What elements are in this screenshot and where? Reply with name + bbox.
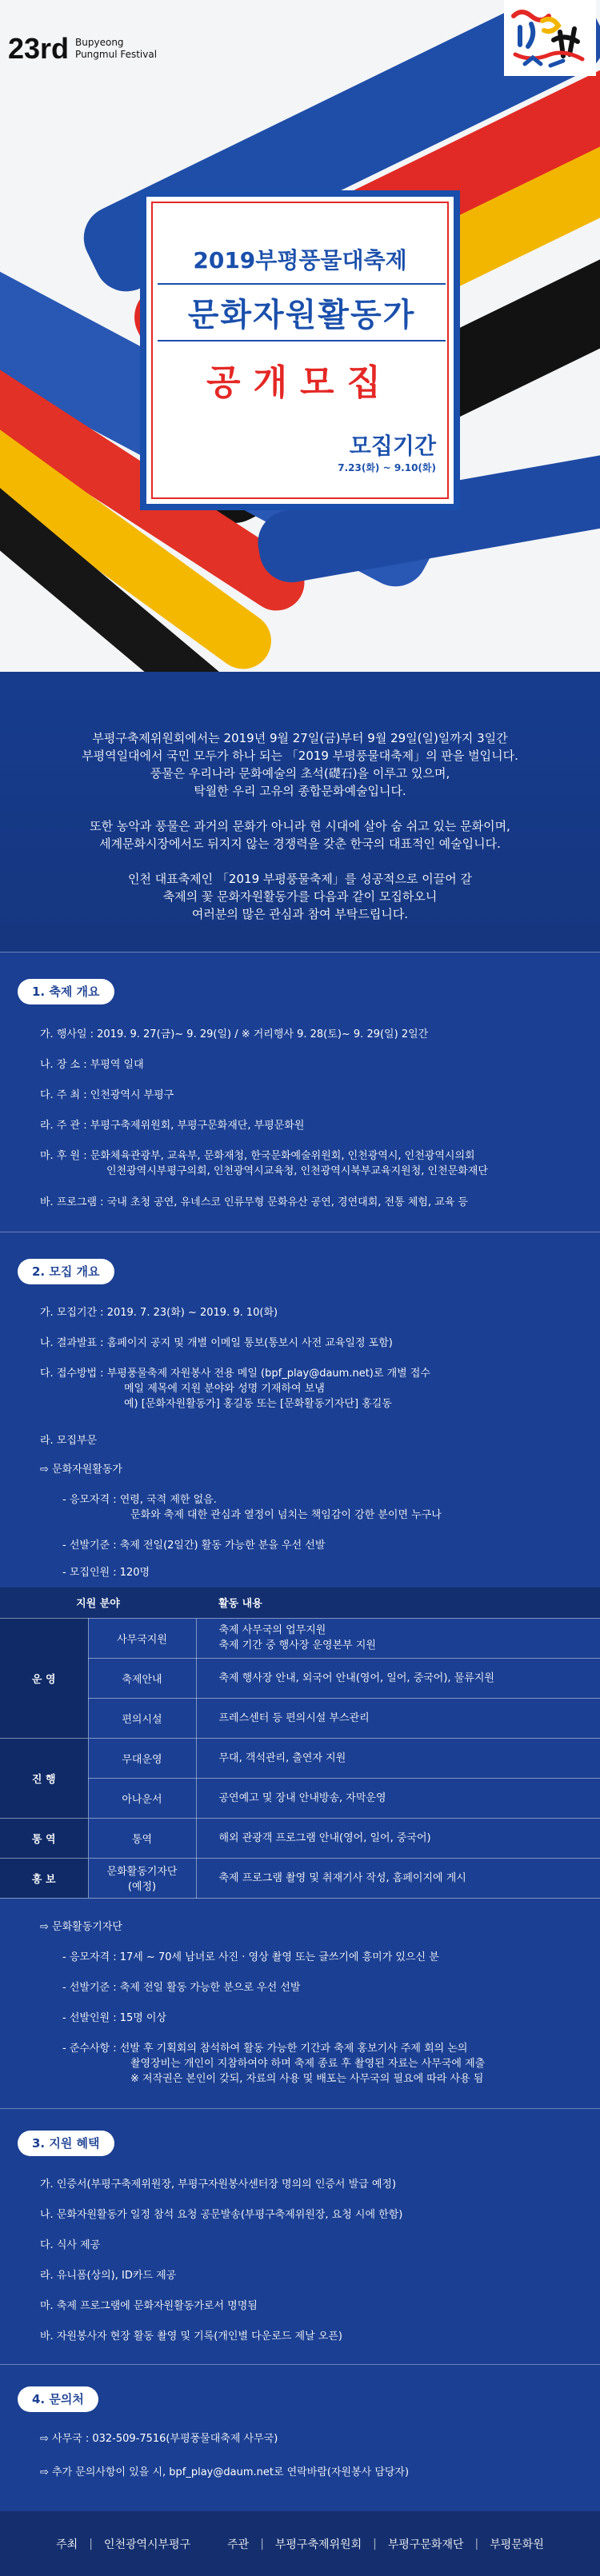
recruit-announcement: 나. 결과발표 : 홈페이지 공지 및 개별 이메일 통보(통보시 사전 교육일정 포함): [40, 1337, 393, 1349]
category-reporters: ⇨ 문화활동기자단: [40, 1921, 122, 1933]
header-field: 지원 분야: [0, 1588, 196, 1618]
role-desc: 무대, 객석관리, 출연자 지원: [196, 1738, 600, 1778]
organizer-3: 부평문화원: [490, 2538, 544, 2551]
benefit-official-letter: 나. 문화자원활동가 일정 참석 요청 공문발송(부평구축제위원장, 요청 시에 한함): [40, 2209, 403, 2221]
divider: [0, 2364, 600, 2365]
table-header: [0, 1588, 600, 1618]
festival-name-line2: Pungmul Festival: [75, 49, 158, 60]
event-title: 2019부평풍물대축제: [193, 247, 407, 274]
overview-program: 바. 프로그램 : 국내 초청 공연, 유네스코 인류무형 문화유산 공연, 경연대회, 전통 체험, 교육 등: [40, 1196, 468, 1208]
role-desc: 프레스센터 등 편의시설 부스관리: [196, 1698, 600, 1738]
reporters-rules-note: ※ 저작권은 본인이 갖되, 자료의 사용 및 배포는 사무국의 필요에 따라 사용 됨: [130, 2073, 484, 2085]
recruit-method: 다. 접수방법 : 부평풍물축제 자원봉사 전용 메일 (bpf_play@daum.net)로 개별 접수: [40, 1368, 430, 1380]
volunteer-qualification: - 응모자격 : 연령, 국적 제한 없음.: [62, 1494, 217, 1506]
organizer-label: 주관: [227, 2538, 250, 2551]
overview-sponsor: 마. 후 원 : 문화체육관광부, 교육부, 문화재청, 한국문화예술위원회, 인천광역시, 인천광역시의회: [40, 1150, 475, 1162]
overview-organizer: 라. 주 관 : 부평구축제위원회, 부평구문화재단, 부평문화원: [40, 1120, 305, 1132]
divider: [0, 952, 600, 953]
category-interpretation: 통 역: [0, 1818, 88, 1858]
role-name: 무대운영: [88, 1738, 196, 1778]
benefit-certificate: 가. 인증서(부평구축제위원장, 부평구자원봉사센터장 명의의 인증서 발급 예정): [40, 2179, 397, 2191]
role-name: 편의시설: [88, 1698, 196, 1738]
recruit-method-cont: 메일 제목에 지원 분야와 성명 기재하여 보냄: [124, 1383, 325, 1395]
header-activity: 활동 내용: [196, 1588, 600, 1618]
category-progress: 진 행: [0, 1738, 88, 1818]
table-row: [0, 1778, 600, 1818]
overview-sponsor-cont: 인천광역시부평구의회, 인천광역시교육청, 인천광역시북부교육지원청, 인천문화재단: [106, 1165, 488, 1177]
intro-paragraph-1: 부평구축제위원회에서는 2019년 9월 27일(금)부터 9월 29일(일)일까지 3일간 부평역일대에서 국민 모두가 하나 되는 「2019 부평풍물대축제」의 판을 벌입니다. 풍물은 우리나라 문화예술의 초석(礎石)을 이루고 있으며, 탁월한 우리 고유의 종합문화예술입니다.: [82, 731, 518, 798]
organizer-1: 부평구축제위원회: [274, 2538, 362, 2551]
category-promotion: 홍 보: [0, 1858, 88, 1898]
role-name: 사무국지원: [88, 1618, 196, 1658]
benefit-photo-record: 바. 자원봉사자 현장 활동 촬영 및 기록(개인별 다운로드 제날 오픈): [40, 2330, 342, 2342]
overview-date: 가. 행사일 : 2019. 9. 27(금)~ 9. 29(일) / ※ 거리행사 9. 28(토)~ 9. 29(일) 2일간: [40, 1028, 429, 1040]
role-name: 아나운서: [88, 1778, 196, 1818]
footer: 주최 | 인천광역시부평구 주관 | 부평구축제위원회 | 부평구문화재단 | 부평문화원: [0, 2511, 600, 2576]
section-title-contact: 4. 문의처: [18, 2386, 98, 2412]
hero-poster: [0, 0, 600, 672]
benefit-meal: 다. 식사 제공: [40, 2239, 101, 2251]
table-row: [0, 1658, 600, 1698]
table-row: 운 영 사무국지원 축제 사무국의 업무지원 축제 기간 중 행사장 운영본부 지원: [0, 1618, 600, 1658]
benefit-uniform: 라. 유니폼(상의), ID카드 제공: [40, 2270, 177, 2282]
role-desc: 해외 관광객 프로그램 안내(영어, 일어, 중국어): [196, 1818, 600, 1858]
public-recruitment-title: 공개모집: [206, 362, 394, 403]
festival-name-line1: Bupyeong: [75, 37, 124, 48]
reporters-rules: - 준수사항 : 선발 후 기획회의 참석하여 활동 가능한 기간과 축제 홍보기사 주제 회의 논의: [62, 2043, 468, 2055]
section-title-benefits: 3. 지원 혜택: [18, 2131, 114, 2156]
role-table: [0, 1588, 600, 1899]
section-title-overview: 1. 축제 개요: [18, 979, 114, 1004]
role-name-note: (예정): [127, 1881, 157, 1893]
volunteer-selection: - 선발기준 : 축제 전일(2일간) 활동 가능한 분을 우선 선발: [62, 1540, 326, 1552]
role-desc: 축제 행사장 안내, 외국어 안내(영어, 일어, 중국어), 물류지원: [196, 1658, 600, 1698]
organizer-2: 부평구문화재단: [387, 2538, 464, 2551]
role-desc: 축제 프로그램 촬영 및 취재기사 작성, 홈페이지에 게시: [196, 1858, 600, 1898]
role-name: 축제안내: [88, 1658, 196, 1698]
volunteer-qualification-cont: 문화와 축제 대한 관심과 열정이 넘치는 책임감이 강한 분이면 누구나: [130, 1509, 442, 1521]
category-operation: 운 영: [0, 1618, 88, 1738]
recruit-period: 가. 모집기간 : 2019. 7. 23(화) ~ 2019. 9. 10(화): [40, 1307, 278, 1319]
intro-paragraph-3: 인천 대표축제인 「2019 부평풍물축제」를 성공적으로 이끌어 갈 축제의 꽃 문화자원활동가를 다음과 같이 모집하오니 여러분의 많은 관심과 참여 부탁드립니다.: [127, 872, 473, 921]
overview-host: 다. 주 최 : 인천광역시 부평구: [40, 1089, 174, 1101]
festival-logo: [8, 32, 157, 66]
reporters-rules-cont: 촬영장비는 개인이 지참하여야 하며 축제 종료 후 촬영된 자료는 사무국에 제출: [130, 2058, 486, 2070]
overview-venue: 나. 장 소 : 부평역 일대: [40, 1059, 144, 1071]
role-desc: 공연예고 및 장내 안내방송, 자막운영: [196, 1778, 600, 1818]
volunteer-count: - 모집인원 : 120명: [62, 1567, 150, 1579]
reporters-selection: - 선발기준 : 축제 전일 활동 가능한 분으로 우선 선발: [62, 1982, 301, 1994]
table-row: [0, 1818, 600, 1858]
host-label: 주최: [56, 2538, 78, 2551]
benefit-naming: 마. 축제 프로그램에 문화자원활동가로서 명명됨: [40, 2300, 258, 2312]
recruit-role-title: 문화자원활동가: [158, 283, 446, 341]
role-name: 문화활동기자단: [106, 1866, 178, 1878]
table-row: [0, 1858, 600, 1898]
recruit-categories: 라. 모집부문: [40, 1435, 98, 1447]
period-dates: 7.23(화) ~ 9.10(화): [338, 462, 436, 473]
contact-email: ⇨ 추가 문의사항이 있을 시, bpf_play@daum.net로 연락바람(자원봉사 담당자): [40, 2466, 410, 2478]
section-title-recruitment: 2. 모집 개요: [18, 1259, 114, 1284]
table-row: [0, 1738, 600, 1778]
recruit-method-example: 예) [문화자원활동가] 홍길동 또는 [문화활동기자단] 홍길동: [124, 1398, 392, 1410]
intro-section: [0, 672, 600, 952]
table-row: [0, 1698, 600, 1738]
period-label: 모집기간: [349, 433, 436, 459]
category-volunteer: ⇨ 문화자원활동가: [40, 1464, 122, 1476]
role-name: 통역: [88, 1818, 196, 1858]
contact-phone: ⇨ 사무국 : 032-509-7516(부평풍물대축제 사무국): [40, 2433, 278, 2445]
host-name: 인천광역시부평구: [103, 2538, 191, 2551]
title-box: [140, 190, 460, 510]
calligraphy-logo-icon: [504, 0, 596, 76]
reporters-qualification: - 응모자격 : 17세 ~ 70세 남녀로 사진 · 영상 촬영 또는 글쓰기에 흥미가 있으신 분: [62, 1951, 439, 1963]
intro-paragraph-2: 또한 농악과 풍물은 과거의 문화가 아니라 현 시대에 살아 숨 쉬고 있는 문화이며, 세계문화시장에서도 뒤지지 않는 경쟁력을 갖춘 한국의 대표적인 예술입니다.: [90, 819, 510, 851]
divider: [0, 2108, 600, 2109]
reporters-count: - 선발인원 : 15명 이상: [62, 2012, 167, 2024]
edition-number: 23rd: [8, 32, 70, 65]
